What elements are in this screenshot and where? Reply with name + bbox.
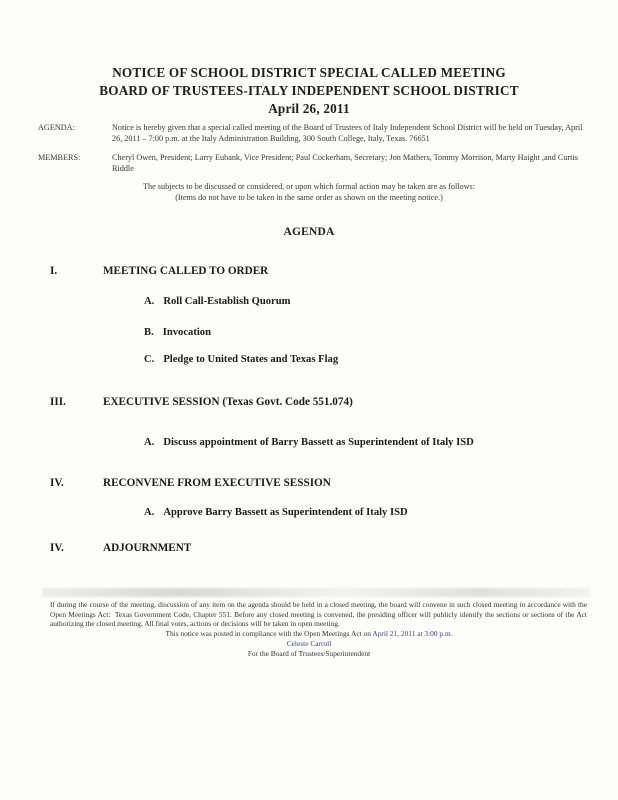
agenda-item-pledge — [144, 354, 338, 365]
agenda-item-discuss-appointment — [144, 437, 474, 448]
item-text: Roll Call-Establish Quorum — [163, 296, 291, 307]
item-text: Pledge to United States and Texas Flag — [163, 354, 339, 365]
signature-name: Celeste Carroll — [286, 639, 332, 648]
document-title-block — [0, 64, 618, 118]
item-text: Invocation — [162, 327, 211, 338]
members-list-text: Cheryl Owen, President; Larry Eubank, Vice President; Paul Cockerham, Secretary; Jon Mathers, Tommy Morrison, Marty Haight ,and Curtis Riddle — [112, 153, 578, 173]
section-title: ADJOURNMENT — [103, 542, 192, 554]
item-letter: A. — [144, 507, 155, 518]
subjects-line-1: The subjects to be discussed or considered, or upon which formal action may be taken are as follows: — [143, 182, 475, 191]
subjects-line-2: (Items do not have to be taken in the same order as shown on the meeting notice.) — [175, 193, 443, 202]
title-line-board: BOARD OF TRUSTEES-ITALY INDEPENDENT SCHOOL DISTRICT — [99, 83, 519, 98]
item-letter: B. — [144, 327, 154, 338]
section-title: EXECUTIVE SESSION (Texas Govt. Code 551.074) — [103, 396, 353, 408]
item-letter: A. — [144, 437, 155, 448]
posting-compliance-text: This notice was posted in compliance with the Open Meetings Act on — [165, 629, 371, 638]
item-text: Discuss appointment of Barry Bassett as Superintendent of Italy ISD — [163, 437, 474, 448]
members-info-row — [38, 153, 590, 175]
scan-artifact-band — [42, 588, 590, 597]
subjects-notice — [0, 181, 618, 203]
posting-date-time: April 21, 2011 at 3:00 p.m. — [372, 629, 453, 638]
item-text: Approve Barry Bassett as Superintendent of Italy ISD — [163, 507, 408, 518]
item-letter: C. — [144, 354, 155, 365]
agenda-item-roll-call — [144, 296, 290, 307]
section-numeral: IV. — [50, 542, 64, 554]
agenda-notice-text: Notice is hereby given that a special called meeting of the Board of Trustees of Italy Independent School District will be held on Tuesday, April 26, 2011 – 7:00 p.m. at the Italy Administration Building, 300 South College, Italy, Texas. 76651 — [112, 123, 583, 143]
members-label: MEMBERS: — [38, 153, 81, 162]
section-numeral: IV. — [50, 477, 64, 489]
section-title: MEETING CALLED TO ORDER — [103, 265, 269, 277]
section-numeral: I. — [50, 265, 58, 277]
posting-compliance-line — [0, 629, 618, 639]
agenda-item-invocation — [144, 327, 211, 338]
item-letter: A. — [144, 296, 155, 307]
section-numeral: III. — [50, 396, 66, 408]
section-title: RECONVENE FROM EXECUTIVE SESSION — [103, 477, 331, 489]
closed-meeting-notice-paragraph: If during the course of the meeting, discussion of any item on the agenda should be held in a closed meeting, the board will convene in such closed meeting in accordance with the Open Meetings Act: Texas Government Code, Chapter 551. Before any closed meeting is convened, the presiding officer will publicly identify the sections or sections of the Act authorizing the closed meeting. All final votes, actions or decisions will be taken in open meeting. — [50, 600, 589, 629]
agenda-heading: AGENDA — [283, 226, 335, 238]
agenda-label: AGENDA: — [38, 123, 75, 132]
title-line-date: April 26, 2011 — [268, 101, 350, 116]
agenda-item-approve-superintendent — [144, 507, 408, 518]
agenda-info-row — [38, 123, 590, 145]
signature-role: For the Board of Trustees/Superintendent — [247, 649, 371, 658]
title-line-notice: NOTICE OF SCHOOL DISTRICT SPECIAL CALLED MEETING — [112, 65, 506, 80]
